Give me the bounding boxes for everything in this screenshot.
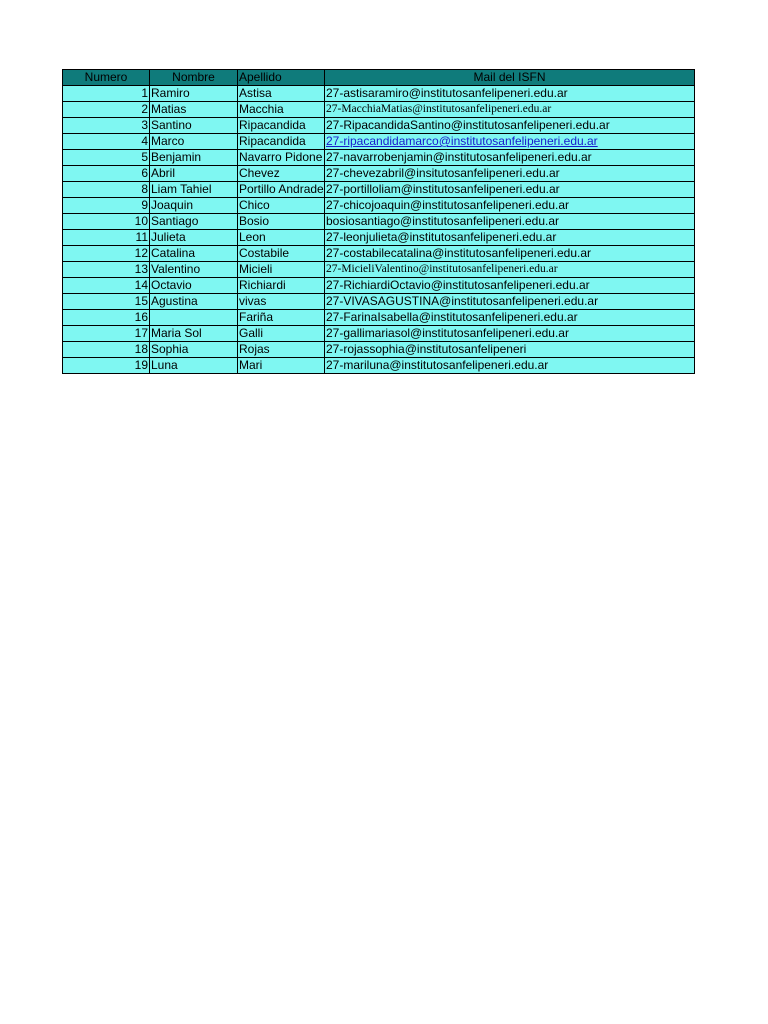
cell-numero[interactable]: 13 bbox=[63, 262, 150, 278]
cell-apellido[interactable]: Fariña bbox=[238, 310, 325, 326]
cell-mail[interactable]: 27-chevezabril@insitutosanfelipeneri.edu.ar bbox=[325, 166, 695, 182]
cell-nombre[interactable]: Maria Sol bbox=[150, 326, 238, 342]
cell-mail[interactable]: 27-VIVASAGUSTINA@institutosanfelipeneri.edu.ar bbox=[325, 294, 695, 310]
cell-numero[interactable]: 17 bbox=[63, 326, 150, 342]
table-row bbox=[63, 198, 695, 214]
cell-apellido[interactable]: Mari bbox=[238, 358, 325, 374]
table-row bbox=[63, 182, 695, 198]
cell-nombre[interactable]: Catalina bbox=[150, 246, 238, 262]
cell-mail[interactable]: 27-chicojoaquin@institutosanfelipeneri.edu.ar bbox=[325, 198, 695, 214]
cell-nombre[interactable] bbox=[150, 310, 238, 326]
cell-apellido[interactable]: Bosio bbox=[238, 214, 325, 230]
cell-numero[interactable]: 11 bbox=[63, 230, 150, 246]
table-row bbox=[63, 310, 695, 326]
cell-apellido[interactable]: Galli bbox=[238, 326, 325, 342]
cell-numero[interactable]: 18 bbox=[63, 342, 150, 358]
header-apellido[interactable]: Apellido bbox=[238, 70, 325, 86]
cell-nombre[interactable]: Liam Tahiel bbox=[150, 182, 238, 198]
cell-mail[interactable]: 27-FarinaIsabella@institutosanfelipeneri.edu.ar bbox=[325, 310, 695, 326]
cell-mail[interactable]: 27-mariluna@institutosanfelipeneri.edu.ar bbox=[325, 358, 695, 374]
cell-mail[interactable]: 27-MicieliValentino@institutosanfelipeneri.edu.ar bbox=[325, 262, 695, 278]
cell-apellido[interactable]: Astisa bbox=[238, 86, 325, 102]
cell-mail[interactable]: 27-navarrobenjamin@institutosanfelipeneri.edu.ar bbox=[325, 150, 695, 166]
cell-mail[interactable]: 27-leonjulieta@institutosanfelipeneri.edu.ar bbox=[325, 230, 695, 246]
cell-mail[interactable]: 27-RichiardiOctavio@institutosanfelipeneri.edu.ar bbox=[325, 278, 695, 294]
student-table bbox=[62, 69, 695, 374]
table-row bbox=[63, 134, 695, 150]
cell-apellido[interactable]: Rojas bbox=[238, 342, 325, 358]
cell-apellido[interactable]: Micieli bbox=[238, 262, 325, 278]
table-row bbox=[63, 294, 695, 310]
cell-nombre[interactable]: Agustina bbox=[150, 294, 238, 310]
cell-numero[interactable]: 4 bbox=[63, 134, 150, 150]
cell-apellido[interactable]: Portillo Andrade bbox=[239, 182, 324, 196]
header-nombre[interactable]: Nombre bbox=[150, 70, 238, 86]
table-row bbox=[63, 150, 695, 166]
cell-nombre[interactable]: Benjamin bbox=[150, 150, 238, 166]
cell-nombre[interactable]: Valentino bbox=[150, 262, 238, 278]
cell-numero[interactable]: 2 bbox=[63, 102, 150, 118]
cell-mail[interactable]: 27-astisaramiro@institutosanfelipeneri.edu.ar bbox=[325, 86, 695, 102]
table-row bbox=[63, 278, 695, 294]
table-row bbox=[63, 342, 695, 358]
cell-apellido[interactable]: Costabile bbox=[238, 246, 325, 262]
table-row bbox=[63, 166, 695, 182]
cell-numero[interactable]: 8 bbox=[63, 182, 150, 198]
table-row bbox=[63, 214, 695, 230]
cell-nombre[interactable]: Marco bbox=[150, 134, 238, 150]
cell-apellido[interactable]: Navarro Pidone bbox=[238, 150, 325, 166]
cell-apellido[interactable]: Richiardi bbox=[238, 278, 325, 294]
cell-nombre[interactable]: Matias bbox=[150, 102, 238, 118]
cell-numero[interactable]: 14 bbox=[63, 278, 150, 294]
cell-apellido[interactable]: vivas bbox=[238, 294, 325, 310]
cell-mail[interactable]: 27-MacchiaMatias@institutosanfelipeneri.edu.ar bbox=[325, 102, 695, 118]
table-row bbox=[63, 326, 695, 342]
cell-nombre[interactable]: Ramiro bbox=[150, 86, 238, 102]
cell-numero[interactable]: 10 bbox=[63, 214, 150, 230]
cell-apellido[interactable]: Ripacandida bbox=[238, 118, 325, 134]
cell-nombre[interactable]: Octavio bbox=[150, 278, 238, 294]
cell-mail[interactable]: 27-gallimariasol@institutosanfelipeneri.edu.ar bbox=[325, 326, 695, 342]
cell-apellido[interactable]: Chico bbox=[238, 198, 325, 214]
table-row bbox=[63, 358, 695, 374]
header-numero[interactable]: Numero bbox=[63, 70, 150, 86]
header-mail[interactable]: Mail del ISFN bbox=[325, 70, 695, 86]
cell-numero[interactable]: 16 bbox=[63, 310, 150, 326]
cell-numero[interactable]: 19 bbox=[63, 358, 150, 374]
table-row bbox=[63, 118, 695, 134]
cell-mail[interactable]: 27-rojassophia@institutosanfelipeneri bbox=[325, 342, 695, 358]
table-row bbox=[63, 246, 695, 262]
cell-nombre[interactable]: Sophia bbox=[150, 342, 238, 358]
header-row bbox=[63, 70, 695, 86]
cell-mail[interactable]: bosiosantiago@institutosanfelipeneri.edu.ar bbox=[325, 214, 695, 230]
table-row bbox=[63, 230, 695, 246]
cell-nombre[interactable]: Joaquin bbox=[150, 198, 238, 214]
cell-numero[interactable]: 12 bbox=[63, 246, 150, 262]
table-row bbox=[63, 102, 695, 118]
cell-numero[interactable]: 6 bbox=[63, 166, 150, 182]
cell-mail[interactable]: 27-costabilecatalina@institutosanfelipeneri.edu.ar bbox=[325, 246, 695, 262]
cell-mail[interactable]: 27-RipacandidaSantino@institutosanfelipeneri.edu.ar bbox=[325, 118, 695, 134]
cell-apellido[interactable]: Leon bbox=[238, 230, 325, 246]
cell-nombre[interactable]: Santino bbox=[150, 118, 238, 134]
table-row bbox=[63, 262, 695, 278]
cell-nombre[interactable]: Luna bbox=[150, 358, 238, 374]
cell-mail-link[interactable]: 27-ripacandidamarco@institutosanfelipeneri.edu.ar bbox=[325, 134, 695, 150]
cell-numero[interactable]: 5 bbox=[63, 150, 150, 166]
cell-numero[interactable]: 1 bbox=[63, 86, 150, 102]
cell-apellido[interactable]: Macchia bbox=[238, 102, 325, 118]
cell-numero[interactable]: 3 bbox=[63, 118, 150, 134]
table-row bbox=[63, 86, 695, 102]
cell-mail[interactable]: 27-portilloliam@institutosanfelipeneri.edu.ar bbox=[325, 182, 695, 198]
cell-numero[interactable]: 9 bbox=[63, 198, 150, 214]
cell-numero[interactable]: 15 bbox=[63, 294, 150, 310]
cell-nombre[interactable]: Abril bbox=[150, 166, 238, 182]
cell-apellido[interactable]: Ripacandida bbox=[238, 134, 325, 150]
cell-nombre[interactable]: Santiago bbox=[150, 214, 238, 230]
cell-nombre[interactable]: Julieta bbox=[150, 230, 238, 246]
cell-apellido[interactable]: Chevez bbox=[238, 166, 325, 182]
